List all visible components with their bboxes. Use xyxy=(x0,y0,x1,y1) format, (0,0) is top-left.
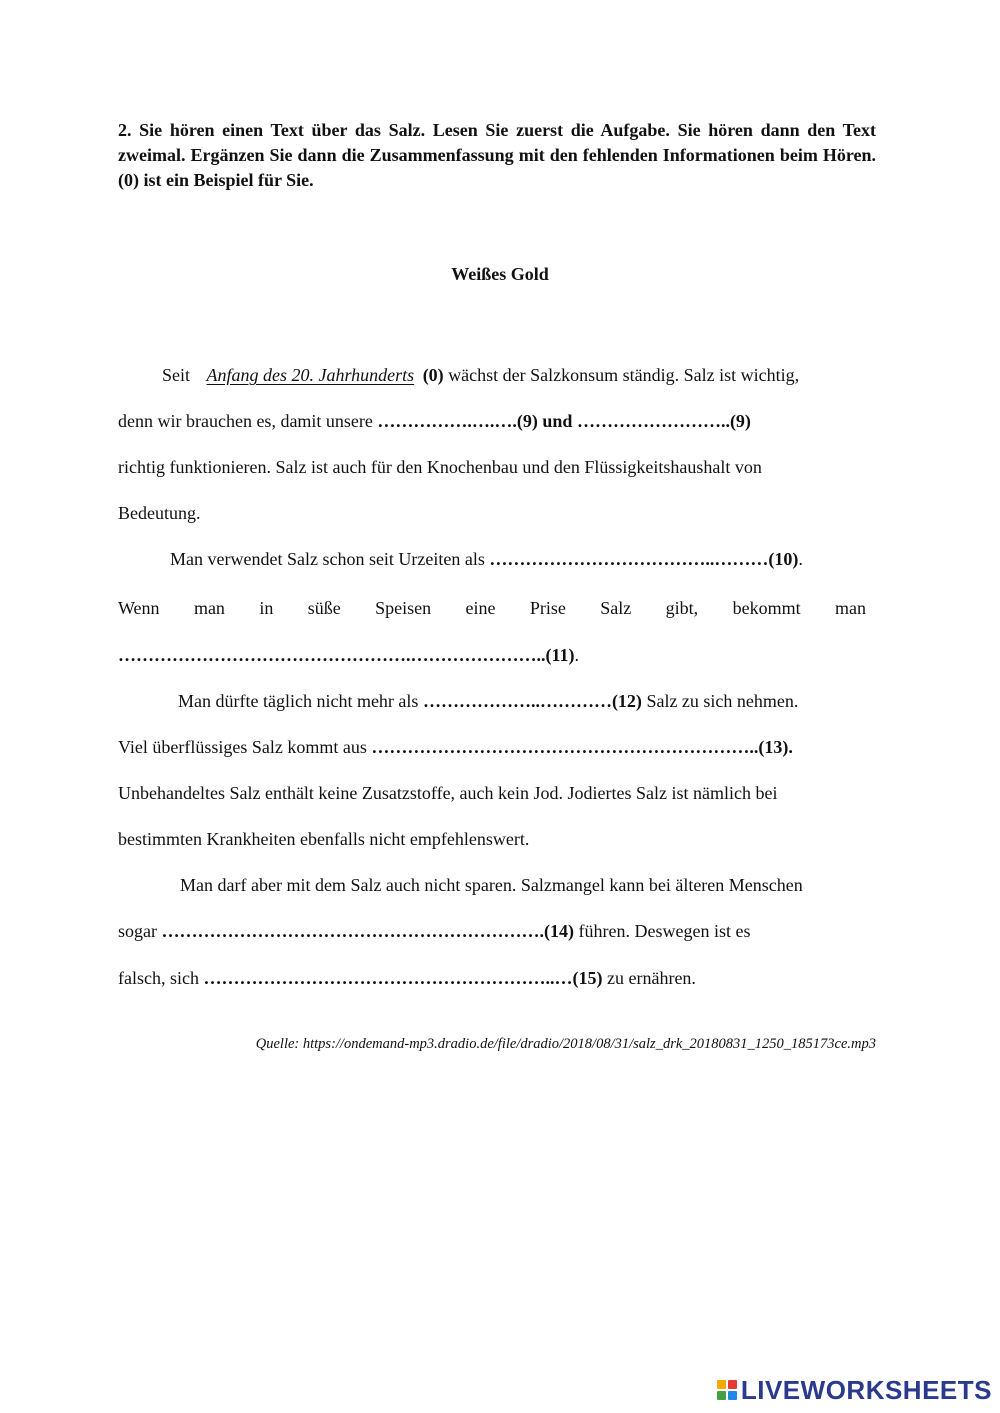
gap-10[interactable]: ………………………………..………(10) xyxy=(489,549,799,569)
logo-text: LIVEWORKSHEETS xyxy=(740,1374,992,1405)
word: süße xyxy=(307,598,341,618)
paragraph-1-line-1 xyxy=(118,363,878,387)
instructions: 2. Sie hören einen Text über das Salz. Lesen Sie zuerst die Aufgabe. Sie hören dann den Text zweimal. Ergänzen Sie dann die Zusammenfassung mit den fehlenden Informationen beim Hören. (0) ist ein Beispiel für Sie. xyxy=(118,120,876,190)
word: gibt, xyxy=(665,598,699,618)
liveworksheets-logo[interactable] xyxy=(717,1375,992,1405)
word: eine xyxy=(465,598,496,618)
gap-13[interactable]: ………………………………………………………..(13). xyxy=(371,737,793,757)
gap-14[interactable]: ……………………………………………………….(14) xyxy=(161,921,574,941)
gap-15[interactable]: …………………………………………………..…(15) xyxy=(203,968,603,988)
text-seit: Seit xyxy=(162,365,191,385)
word: in xyxy=(259,598,274,618)
word: Salz xyxy=(600,598,632,618)
paragraph-4-line-2 xyxy=(118,919,878,943)
text: falsch, sich xyxy=(118,968,204,988)
word: man xyxy=(834,598,866,618)
word: bekommt xyxy=(732,598,801,618)
word: Prise xyxy=(529,598,566,618)
gap-9[interactable]: …………….….….(9) und ……………………..(9) xyxy=(377,411,751,431)
example-answer: Anfang des 20. Jahrhunderts xyxy=(206,365,415,385)
word: Speisen xyxy=(375,598,432,618)
paragraph-2-line-3 xyxy=(118,643,878,667)
logo-mark-icon xyxy=(717,1380,737,1400)
paragraph-3-line-1 xyxy=(118,689,878,713)
text: Salz zu sich nehmen. xyxy=(641,691,799,711)
word: Wenn xyxy=(118,598,160,618)
worksheet-title: Weißes Gold xyxy=(451,264,549,284)
paragraph-3-line-4: bestimmten Krankheiten ebenfalls nicht empfehlenswert. xyxy=(118,829,530,849)
paragraph-3-line-2 xyxy=(118,735,878,759)
text: . xyxy=(574,645,579,665)
paragraph-1-line-2 xyxy=(118,409,878,433)
paragraph-2-line-2 xyxy=(118,596,866,620)
text: sogar xyxy=(118,921,162,941)
paragraph-2-line-1 xyxy=(118,547,878,571)
text: Viel überflüssiges Salz kommt aus xyxy=(118,737,372,757)
paragraph-1-line-4: Bedeutung. xyxy=(118,503,201,523)
text: Man verwendet Salz schon seit Urzeiten als xyxy=(170,549,490,569)
word: man xyxy=(193,598,225,618)
paragraph-4-line-3 xyxy=(118,966,878,990)
paragraph-1-line-3: richtig funktionieren. Salz ist auch für den Knochenbau und den Flüssigkeitshaushalt von xyxy=(118,457,762,477)
paragraph-4-line-1: Man darf aber mit dem Salz auch nicht sparen. Salzmangel kann bei älteren Menschen xyxy=(180,875,803,895)
text: denn wir brauchen es, damit unsere xyxy=(118,411,378,431)
paragraph-3-line-3: Unbehandeltes Salz enthält keine Zusatzstoffe, auch kein Jod. Jodiertes Salz ist nämlich bei xyxy=(118,783,778,803)
text: . xyxy=(798,549,803,569)
gap-12[interactable]: ………………..…………(12) xyxy=(422,691,642,711)
text: Man dürfte täglich nicht mehr als xyxy=(178,691,423,711)
text: wächst der Salzkonsum ständig. Salz ist wichtig, xyxy=(443,365,800,385)
source-citation: Quelle: https://ondemand-mp3.dradio.de/file/dradio/2018/08/31/salz_drk_20180831_1250_185173ce.mp3 xyxy=(255,1036,876,1052)
text: zu ernähren. xyxy=(602,968,696,988)
gap-11[interactable]: ………………………………………….…………………..(11) xyxy=(118,645,575,665)
text: führen. Deswegen ist es xyxy=(574,921,751,941)
marker-0: (0) xyxy=(422,365,444,385)
